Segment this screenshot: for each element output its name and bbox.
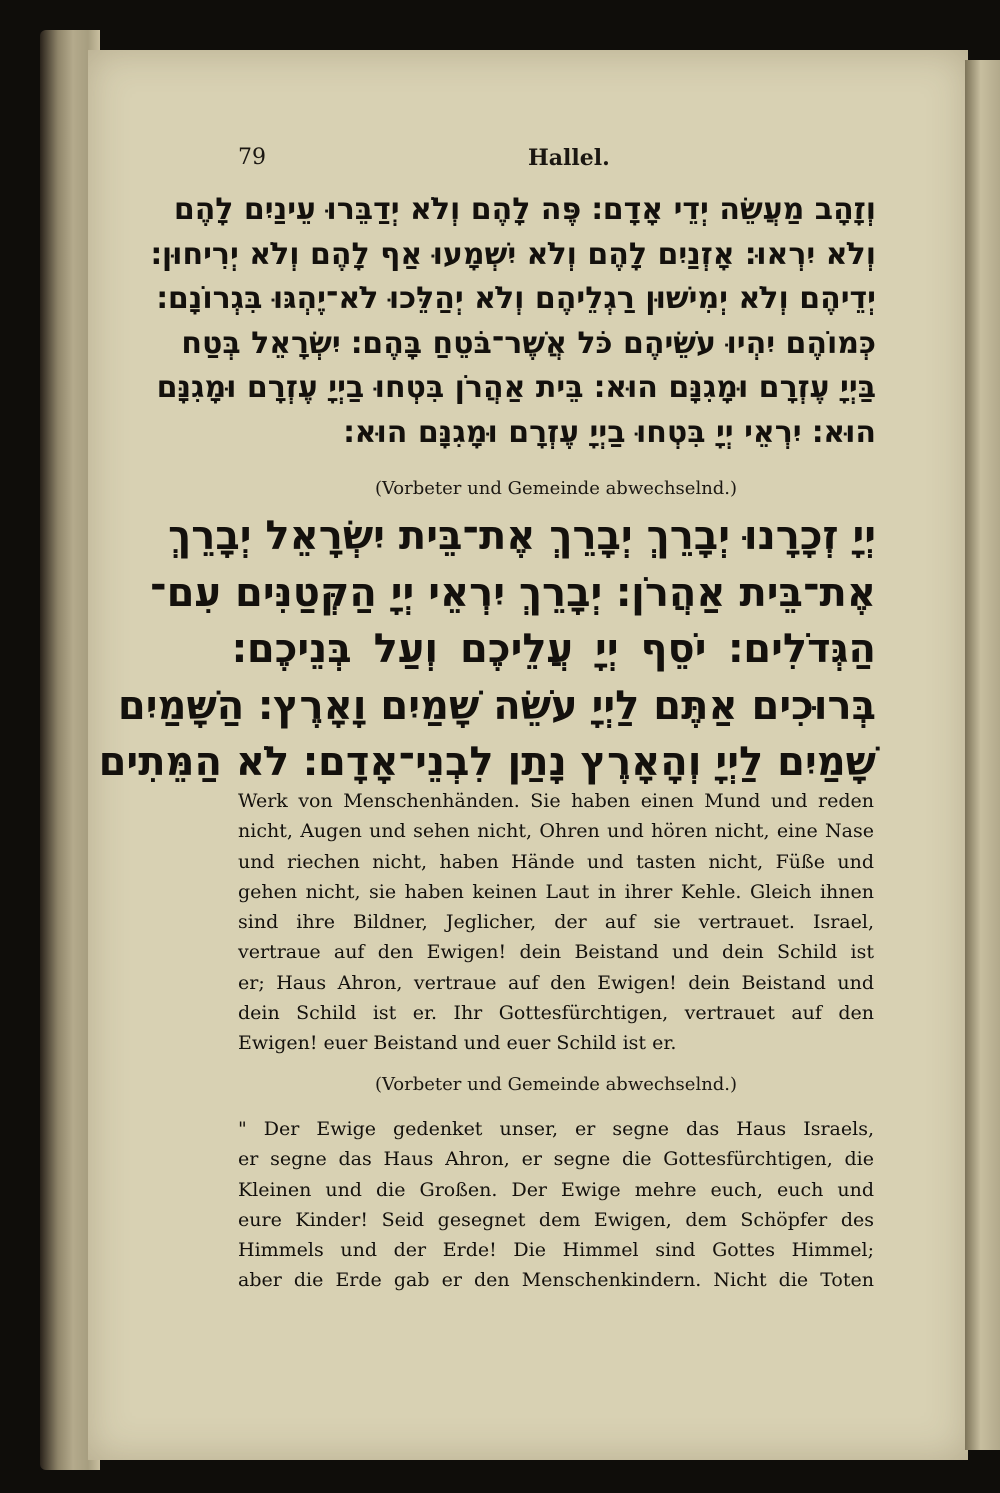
hebrew-line: בְּרוּכִים אַתֶּם לַיְיָ עֹשֵׂה שָׁמַיִם וָאָרֶץ׃ הַשָּׁמַיִם bbox=[117, 682, 876, 729]
german-line: aber die Erde gab er den Menschenkindern. Nicht die Toten bbox=[238, 1269, 874, 1292]
german-line: nicht, Augen und sehen nicht, Ohren und hören nicht, eine Nase bbox=[238, 820, 874, 843]
german-line: Kleinen und die Großen. Der Ewige mehre euch, euch und bbox=[238, 1178, 874, 1201]
german-line: vertraue auf den Ewigen! dein Beistand und dein Schild ist bbox=[238, 941, 874, 964]
page-number: 79 bbox=[238, 145, 266, 170]
german-line: Himmels und der Erde! Die Himmel sind Gottes Himmel; bbox=[238, 1239, 874, 1262]
german-line: dein Schild ist er. Ihr Gottesfürchtigen, vertrauet auf den bbox=[238, 1002, 874, 1025]
hebrew-line: יְדֵיהֶם וְלֹא יְמִישׁוּן רַגְלֵיהֶם וְלֹא יְהַלֵּכוּ לֹא־יֶהְגּוּ בִּגְרוֹנָם׃ bbox=[156, 281, 876, 316]
german-line: Ewigen! euer Beistand und euer Schild ist er. bbox=[238, 1032, 677, 1055]
german-text-block-1 bbox=[238, 786, 874, 1059]
hebrew-line: הוּא׃ יִרְאֵי יְיָ בִּטְחוּ בַיְיָ עֶזְרָם וּמָגִנָּם הוּא׃ bbox=[343, 414, 876, 450]
german-line: " Der Ewige gedenket unser, er segne das Haus Israels, bbox=[238, 1118, 874, 1140]
hebrew-line: יְיָ זְכָרָנוּ יְבָרֵךְ יְבָרֵךְ אֶת־בֵּית יִשְׂרָאֵל יְבָרֵךְ bbox=[168, 513, 876, 559]
hebrew-line: כְּמוֹהֶם יִהְיוּ עֹשֵׂיהֶם כֹּל אֲשֶׁר־בֹּטֵחַ בָּהֶם׃ יִשְׂרָאֵל בְּטַח bbox=[181, 325, 876, 361]
hebrew-line: וְזָהָב מַעֲשֵׂה יְדֵי אָדָם׃ פֶּה לָהֶם וְלֹא יְדַבֵּרוּ עֵינַיִם לָהֶם bbox=[173, 192, 876, 227]
hebrew-text-block-2 bbox=[98, 508, 876, 791]
hebrew-line: בַּיְיָ עֶזְרָם וּמָגִנָּם הוּא׃ בֵּית אַהֲרֹן בִּטְחוּ בַיְיָ עֶזְרָם וּמָגִנָּם bbox=[156, 370, 876, 405]
hebrew-line: שָׁמַיִם לַיְיָ וְהָאָרֶץ נָתַן לִבְנֵי־אָדָם׃ לֹא הַמֵּתִים bbox=[98, 739, 876, 785]
german-line: gehen nicht, sie haben keinen Laut in ihrer Kehle. Gleich ihnen bbox=[238, 880, 874, 903]
running-title: Hallel. bbox=[528, 145, 610, 171]
running-header bbox=[238, 145, 874, 175]
hebrew-text-block-1 bbox=[150, 188, 876, 455]
german-line: er; Haus Ahron, vertraue auf den Ewigen! dein Beistand und bbox=[238, 971, 874, 994]
hebrew-line: אֶת־בֵּית אַהֲרֹן׃ יְבָרֵךְ יִרְאֵי יְיָ הַקְּטַנִּים עִם־ bbox=[150, 569, 876, 616]
german-line: sind ihre Bildner, Jeglicher, der auf sie vertrauet. Israel, bbox=[238, 911, 874, 934]
german-text-block-2 bbox=[238, 1114, 874, 1296]
facing-page-edge bbox=[965, 60, 1000, 1450]
hebrew-line: הַגְּדֹלִים׃ יֹסֵף יְיָ עֲלֵיכֶם וְעַל בְּנֵיכֶם׃ bbox=[232, 626, 876, 672]
german-line: und riechen nicht, haben Hände und tasten nicht, Füße und bbox=[238, 850, 874, 873]
german-line: eure Kinder! Seid gesegnet dem Ewigen, dem Schöpfer des bbox=[238, 1208, 874, 1231]
german-line: Werk von Menschenhänden. Sie haben einen Mund und reden bbox=[238, 790, 874, 812]
german-line: er segne das Haus Ahron, er segne die Gottesfürchtigen, die bbox=[238, 1148, 874, 1171]
hebrew-line: וְלֹא יִרְאוּ׃ אָזְנַיִם לָהֶם וְלֹא יִשְׁמָעוּ אַף לָהֶם וְלֹא יְרִיחוּן׃ bbox=[150, 236, 876, 272]
rubric-instruction: (Vorbeter und Gemeinde abwechselnd.) bbox=[374, 478, 738, 499]
rubric-instruction: (Vorbeter und Gemeinde abwechselnd.) bbox=[374, 1074, 738, 1095]
